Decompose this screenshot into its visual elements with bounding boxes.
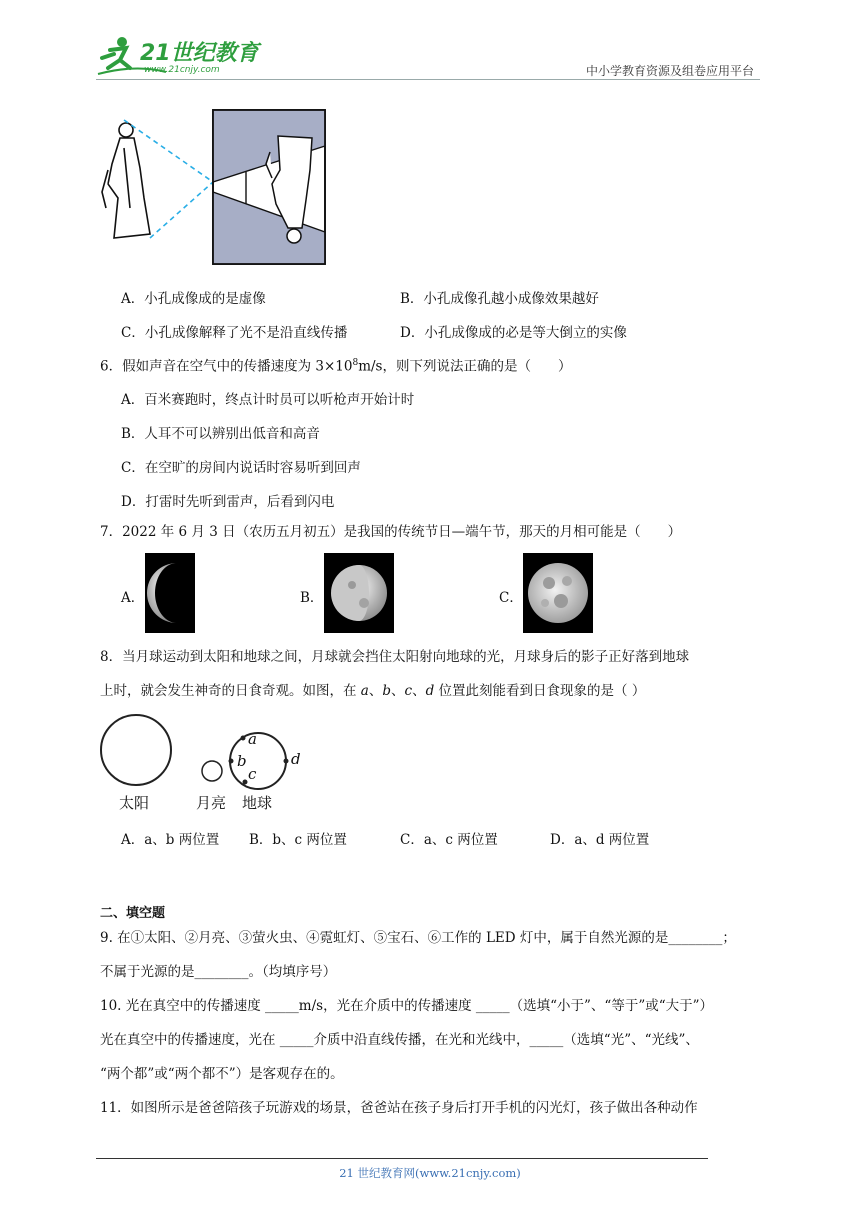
q7-option-c-label: C． <box>499 590 523 606</box>
q5-option-b: B．小孔成像孔越小成像效果越好 <box>400 291 599 307</box>
q5-option-d: D．小孔成像成的必是等大倒立的实像 <box>400 325 627 341</box>
q6-stem-post: m/s，则下列说法正确的是（ ） <box>358 358 572 375</box>
q6-option-c: C．在空旷的房间内说话时容易听到回声 <box>121 460 361 476</box>
q8-option-d: D．a、d 两位置 <box>550 832 650 848</box>
eclipse-diagram <box>98 710 318 822</box>
q8-line2-pre: 上时，就会发生神奇的日食奇观。如图，在 <box>100 683 361 699</box>
q7-stem: 7．2022 年 6 月 3 日（农历五月初五）是我国的传统节日—端午节，那天的月相可能是（ ） <box>100 524 682 540</box>
moon-label: 月亮 <box>196 794 227 812</box>
point-a-label: a <box>248 730 257 748</box>
q7-option-b-label: B． <box>300 590 324 606</box>
q8-option-c: C．a、c 两位置 <box>400 832 498 848</box>
half-moon-image <box>324 553 394 633</box>
q8-line2-c: c <box>404 683 413 699</box>
section-title-fill-blank: 二、填空题 <box>100 906 166 921</box>
footer-divider <box>96 1158 708 1159</box>
full-moon-image <box>523 553 593 633</box>
q8-line2-b: b <box>382 683 392 699</box>
q9-line2: 不属于光源的是________。（均填序号） <box>100 964 337 980</box>
waxing-crescent-moon-image <box>145 553 195 633</box>
header-divider <box>96 79 760 80</box>
q6-option-d: D．打雷时先听到雷声，后看到闪电 <box>121 494 335 510</box>
q8-line2-a: a <box>360 683 369 699</box>
q11-line1: 11．如图所示是爸爸陪孩子玩游戏的场景，爸爸站在孩子身后打开手机的闪光灯，孩子做出各种动作 <box>100 1100 698 1116</box>
q8-line2-post: 位置此刻能看到日食现象的是（ ） <box>434 683 646 699</box>
q8-line2: 上时，就会发生神奇的日食奇观。如图，在 a、b、c、d 位置此刻能看到日食现象的是（ ） <box>100 683 646 699</box>
q6-option-a: A．百米赛跑时，终点计时员可以听枪声开始计时 <box>121 392 415 408</box>
logo-text: 21世纪教育 <box>140 41 259 66</box>
q5-option-c: C．小孔成像解释了光不是沿直线传播 <box>121 325 348 341</box>
q8-line1: 8．当月球运动到太阳和地球之间，月球就会挡住太阳射向地球的光，月球身后的影子正好落到地球 <box>100 649 690 665</box>
q5-option-a: A．小孔成像成的是虚像 <box>121 291 266 307</box>
q8-option-a: A．a、b 两位置 <box>121 832 220 848</box>
point-d-label: d <box>291 750 301 768</box>
q6-stem-pre: 6．假如声音在空气中的传播速度为 3×10 <box>100 358 353 375</box>
q8-option-b: B．b、c 两位置 <box>249 832 347 848</box>
earth-label: 地球 <box>242 794 273 812</box>
point-b-label: b <box>237 752 247 770</box>
q6-stem-sup: 8 <box>352 358 359 368</box>
pinhole-figure <box>100 108 330 272</box>
q10-line1: 10. 光在真空中的传播速度 _____m/s，光在介质中的传播速度 _____（选填“小于”、“等于”或“大于”） <box>100 998 714 1014</box>
q10-line2: 光在真空中的传播速度，光在 _____介质中沿直线传播，在光和光线中，_____（选填“光”、“光线”、 <box>100 1032 699 1048</box>
q6-option-b: B．人耳不可以辨别出低音和高音 <box>121 426 320 442</box>
q7-option-a-label: A． <box>121 590 145 606</box>
q8-line2-d: d <box>425 683 435 699</box>
header-platform-text: 中小学教育资源及组卷应用平台 <box>585 64 754 78</box>
logo-url: www.21cnjy.com <box>144 65 220 75</box>
sun-label: 太阳 <box>119 794 150 812</box>
q10-line3: “两个都”或“两个都不”）是客观存在的。 <box>100 1066 344 1082</box>
q9-line1: 9. 在①太阳、②月亮、③萤火虫、④霓虹灯、⑤宝石、⑥工作的 LED 灯中，属于自然光源的是________； <box>100 930 736 946</box>
site-logo <box>96 34 266 78</box>
q6-stem <box>100 353 571 377</box>
point-c-label: c <box>248 765 257 783</box>
footer-site-text: 21 世纪教育网(www.21cnjy.com) <box>339 1166 521 1180</box>
